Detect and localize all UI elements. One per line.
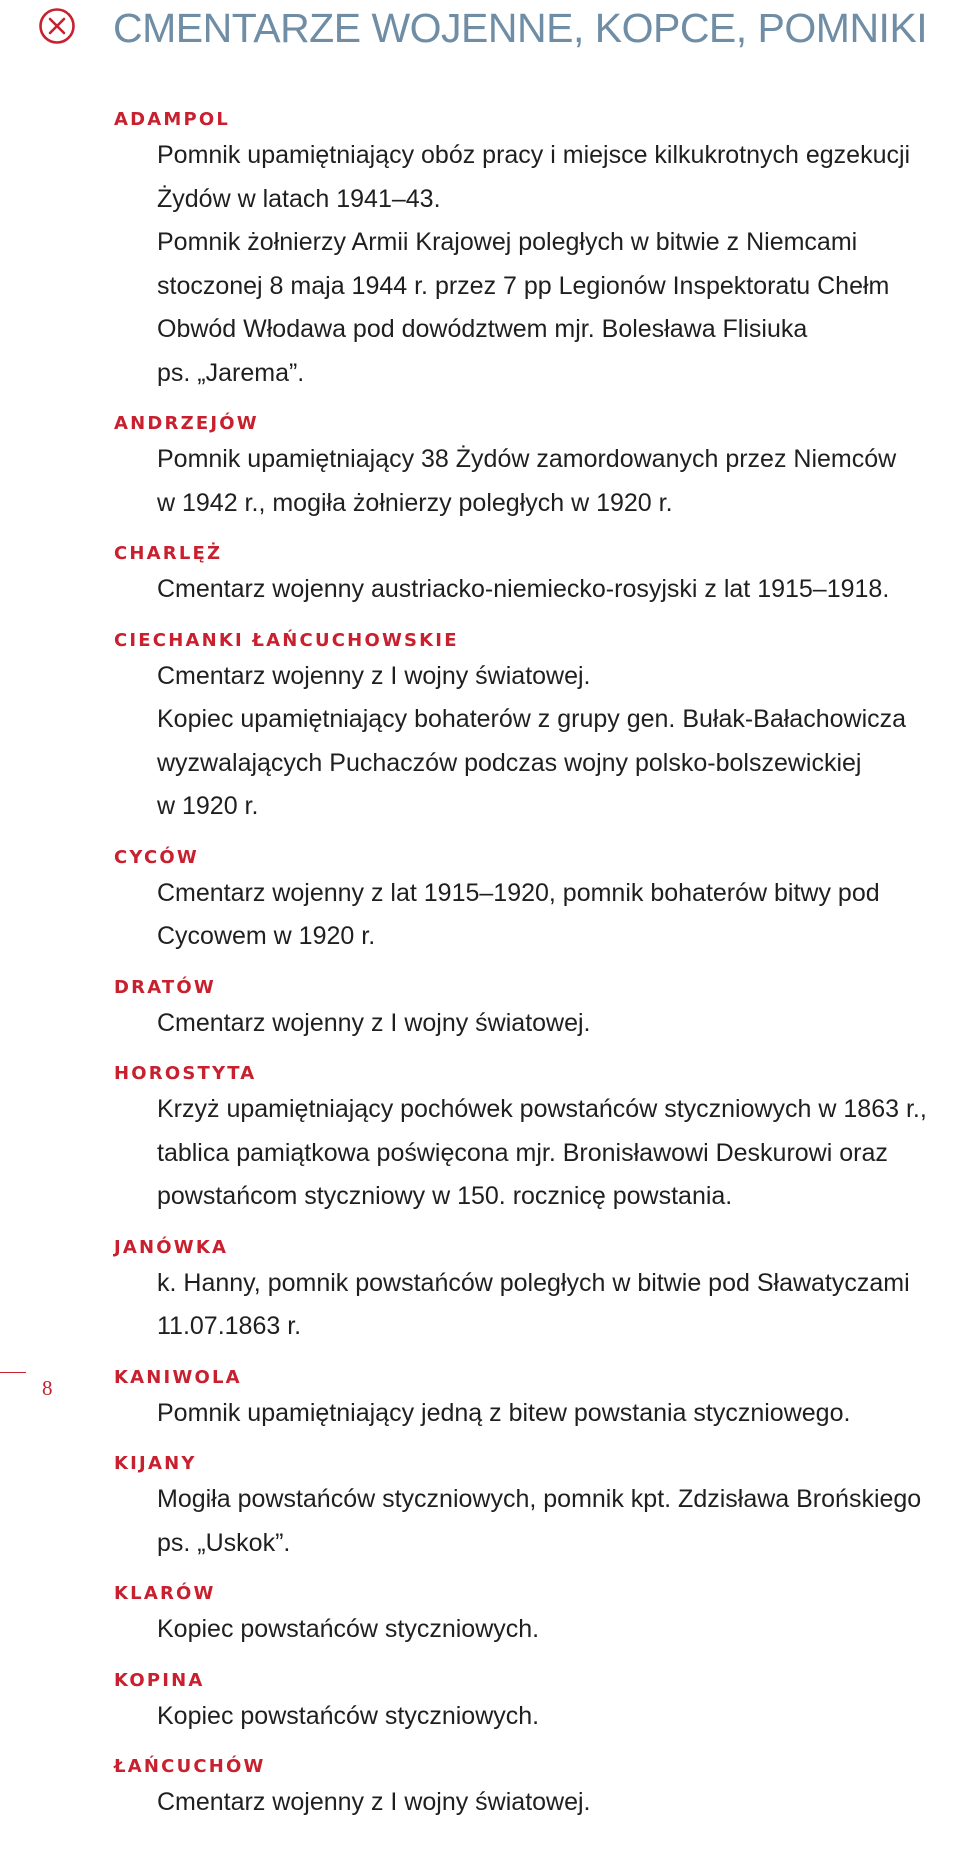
location-name: JANÓWKA bbox=[114, 1236, 229, 1258]
description-line: Pomnik upamiętniający jedną z bitew powstania styczniowego. bbox=[157, 1398, 851, 1427]
description-line: stoczonej 8 maja 1944 r. przez 7 pp Legionów Inspektoratu Chełm bbox=[157, 271, 890, 300]
description-line: 11.07.1863 r. bbox=[157, 1312, 302, 1340]
description-line: Pomnik upamiętniający 38 Żydów zamordowanych przez Niemców bbox=[157, 445, 897, 473]
description-line: Kopiec powstańców styczniowych. bbox=[157, 1701, 540, 1730]
description-line: Obwód Włodawa pod dowództwem mjr. Bolesława Flisiuka bbox=[157, 315, 808, 343]
location-name: ŁAŃCUCHÓW bbox=[114, 1756, 266, 1777]
location-name: KOPINA bbox=[114, 1669, 205, 1691]
location-name: KANIWOLA bbox=[114, 1366, 242, 1388]
location-name: KLARÓW bbox=[114, 1583, 216, 1604]
location-name: KIJANY bbox=[114, 1453, 197, 1474]
location-name: CHARLĘŻ bbox=[114, 543, 223, 564]
page-number: 8 bbox=[42, 1376, 53, 1400]
location-name: DRATÓW bbox=[114, 976, 216, 998]
location-name: HOROSTYTA bbox=[114, 1063, 257, 1084]
margin-rule bbox=[0, 1372, 26, 1373]
location-name: ADAMPOL bbox=[114, 109, 231, 130]
page-header bbox=[0, 0, 960, 60]
location-name: CIECHANKI ŁAŃCUCHOWSKIE bbox=[114, 629, 459, 651]
location-name: CYCÓW bbox=[114, 846, 199, 868]
description-line: Pomnik żołnierzy Armii Krajowej poległych w bitwie z Niemcami bbox=[157, 228, 858, 256]
description-line: Cmentarz wojenny z I wojny światowej. bbox=[157, 1788, 591, 1816]
description-line: tablica pamiątkowa poświęcona mjr. Bronisławowi Deskurowi oraz bbox=[157, 1138, 888, 1167]
description-line: Cmentarz wojenny z I wojny światowej. bbox=[157, 661, 591, 690]
description-line: Cmentarz wojenny z lat 1915–1920, pomnik bohaterów bitwy pod bbox=[157, 878, 880, 907]
circle-x-icon bbox=[38, 7, 76, 45]
description-line: w 1942 r., mogiła żołnierzy poległych w 1920 r. bbox=[157, 488, 673, 517]
description-line: Cmentarz wojenny austriacko-niemiecko-rosyjski z lat 1915–1918. bbox=[157, 575, 890, 603]
description-line: Mogiła powstańców styczniowych, pomnik kpt. Zdzisława Brońskiego bbox=[157, 1485, 922, 1513]
description-line: Żydów w latach 1941–43. bbox=[157, 184, 441, 213]
description-line: Kopiec powstańców styczniowych. bbox=[157, 1615, 540, 1643]
description-line: Kopiec upamiętniający bohaterów z grupy gen. Bułak-Bałachowicza bbox=[157, 705, 907, 733]
description-line: Cmentarz wojenny z I wojny światowej. bbox=[157, 1008, 591, 1037]
location-name: ANDRZEJÓW bbox=[114, 413, 259, 434]
description-line: k. Hanny, pomnik powstańców poległych w bitwie pod Sławatyczami bbox=[157, 1268, 910, 1297]
description-line: ps. „Jarema”. bbox=[157, 358, 305, 387]
description-line: wyzwalających Puchaczów podczas wojny polsko-bolszewickiej bbox=[157, 748, 862, 777]
description-line: Pomnik upamiętniający obóz pracy i miejsce kilkukrotnych egzekucji bbox=[157, 141, 911, 169]
description-line: Cycowem w 1920 r. bbox=[157, 922, 376, 950]
description-line: ps. „Uskok”. bbox=[157, 1528, 291, 1557]
description-line: w 1920 r. bbox=[157, 792, 259, 820]
page-title: CMENTARZE WOJENNE, KOPCE, POMNIKI bbox=[113, 5, 928, 51]
description-line: Krzyż upamiętniający pochówek powstańców styczniowych w 1863 r., bbox=[157, 1095, 927, 1123]
description-line: powstańcom styczniowy w 150. rocznicę powstania. bbox=[157, 1182, 733, 1210]
